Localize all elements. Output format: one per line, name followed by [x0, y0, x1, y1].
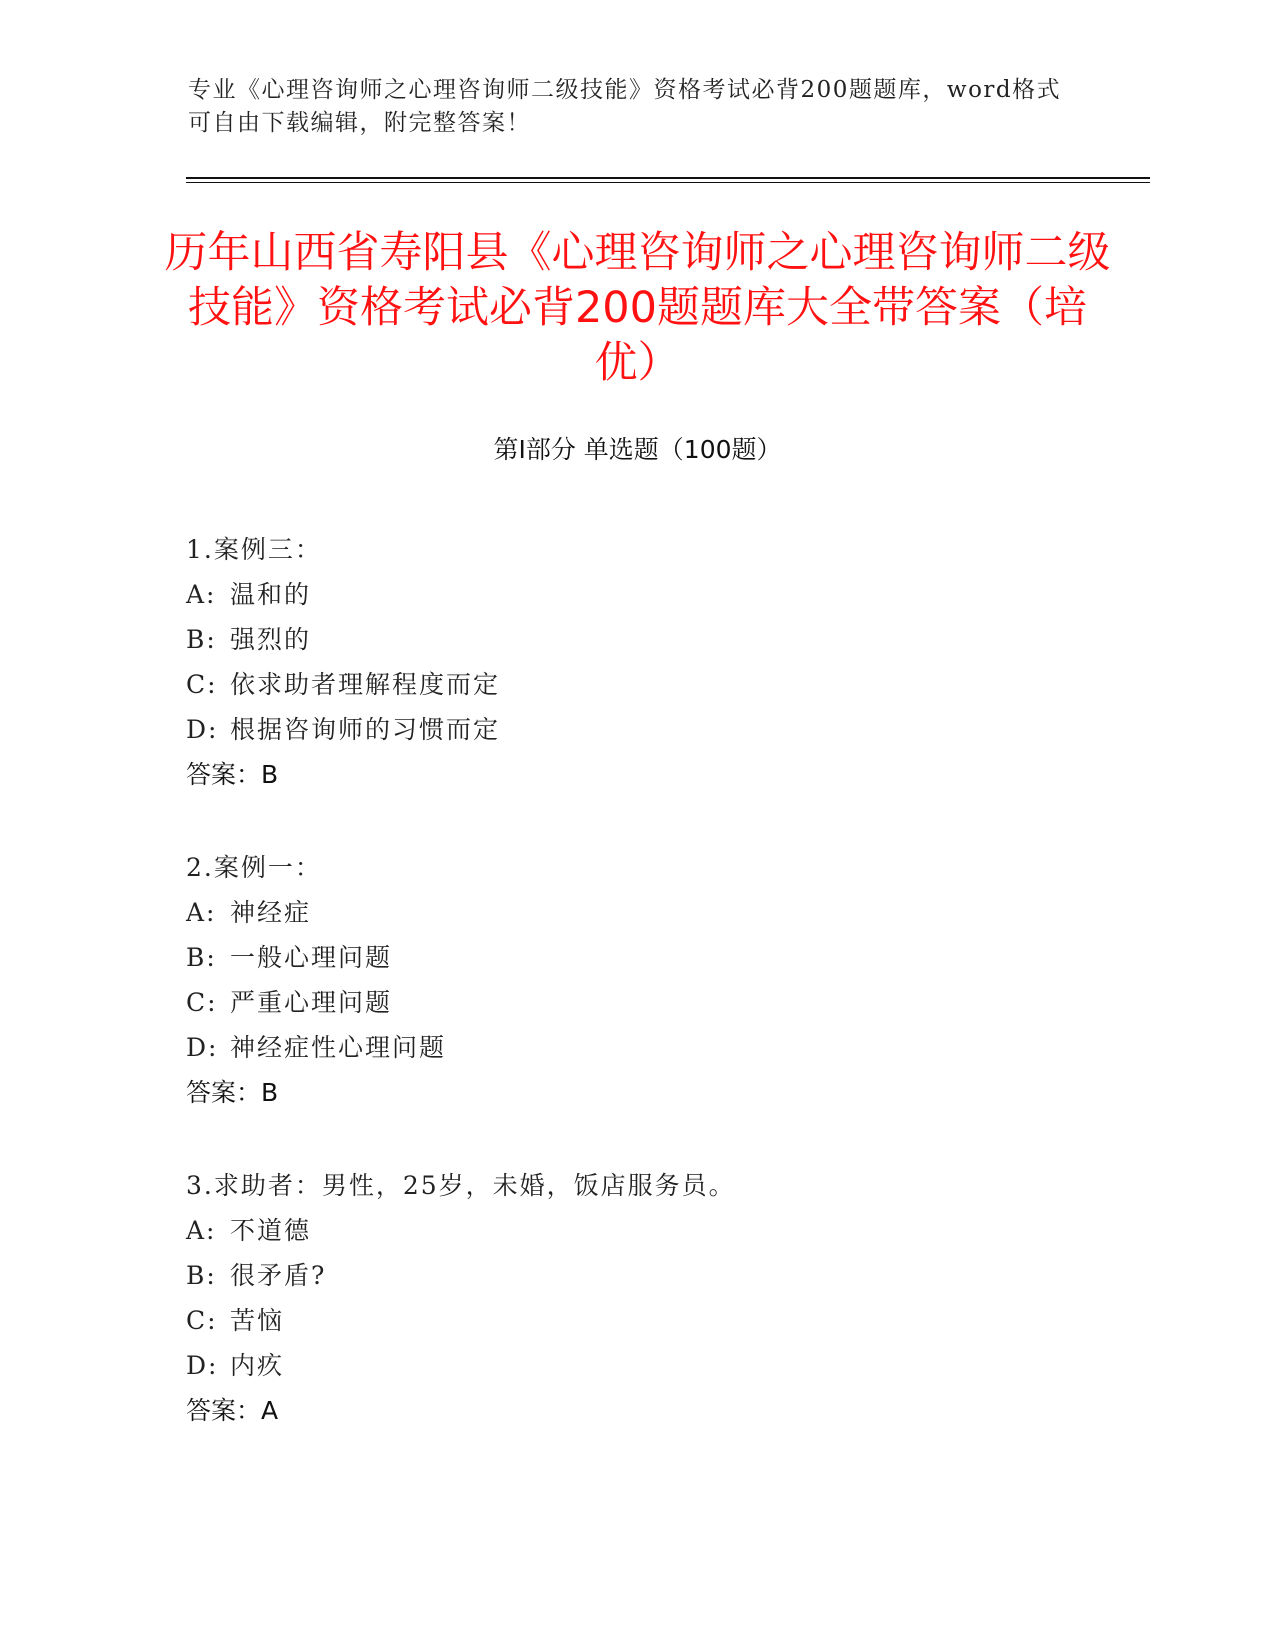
option-text: 神经症	[230, 898, 312, 927]
answer: 答案：B	[186, 760, 279, 789]
option-text: 神经症性心理问题	[230, 1033, 447, 1062]
option-letter: B:	[186, 625, 217, 654]
option-text: 不道德	[230, 1216, 312, 1245]
option-text: 温和的	[230, 580, 312, 609]
option-d	[186, 1343, 1086, 1388]
answer: 答案：B	[186, 1078, 279, 1107]
option-b	[186, 935, 1086, 980]
option-letter: B:	[186, 1261, 217, 1290]
option-d	[186, 1025, 1086, 1070]
option-letter: D:	[186, 715, 219, 744]
option-b	[186, 1253, 1086, 1298]
option-letter: A:	[186, 1216, 217, 1245]
question-2	[186, 845, 1086, 1115]
option-text: 根据咨询师的习惯而定	[230, 715, 501, 744]
option-text: 内疚	[230, 1351, 285, 1380]
section-heading: 第I部分 单选题（100题）	[493, 435, 782, 464]
header-note: 专业《心理咨询师之心理咨询师二级技能》资格考试必背200题题库，word格式可自由下载编辑，附完整答案！	[188, 77, 1062, 136]
option-letter: B:	[186, 943, 217, 972]
question-stem: 2.案例一：	[186, 853, 322, 882]
question-stem: 1.案例三：	[186, 535, 322, 564]
option-a	[186, 572, 1086, 617]
document-title: 历年山西省寿阳县《心理咨询师之心理咨询师二级技能》资格考试必背200题题库大全带答案（培优）	[164, 228, 1111, 388]
option-letter: A:	[186, 580, 217, 609]
option-b	[186, 617, 1086, 662]
option-text: 很矛盾?	[230, 1261, 327, 1290]
header-rule-thick	[186, 177, 1150, 179]
option-text: 依求助者理解程度而定	[230, 670, 501, 699]
question-stem: 3.求助者：男性，25岁，未婚，饭店服务员。	[186, 1171, 736, 1200]
option-c	[186, 1298, 1086, 1343]
question-3	[186, 1163, 1086, 1433]
option-d	[186, 707, 1086, 752]
option-text: 强烈的	[230, 625, 312, 654]
answer: 答案：A	[186, 1396, 279, 1425]
option-letter: A:	[186, 898, 217, 927]
option-c	[186, 980, 1086, 1025]
option-text: 苦恼	[230, 1306, 285, 1335]
option-a	[186, 890, 1086, 935]
option-letter: D:	[186, 1351, 219, 1380]
option-letter: C:	[186, 988, 218, 1017]
option-letter: C:	[186, 1306, 218, 1335]
header-rule-thin	[186, 182, 1150, 183]
option-c	[186, 662, 1086, 707]
question-1	[186, 527, 1086, 797]
option-text: 一般心理问题	[230, 943, 393, 972]
option-letter: C:	[186, 670, 218, 699]
option-text: 严重心理问题	[230, 988, 393, 1017]
option-letter: D:	[186, 1033, 219, 1062]
option-a	[186, 1208, 1086, 1253]
